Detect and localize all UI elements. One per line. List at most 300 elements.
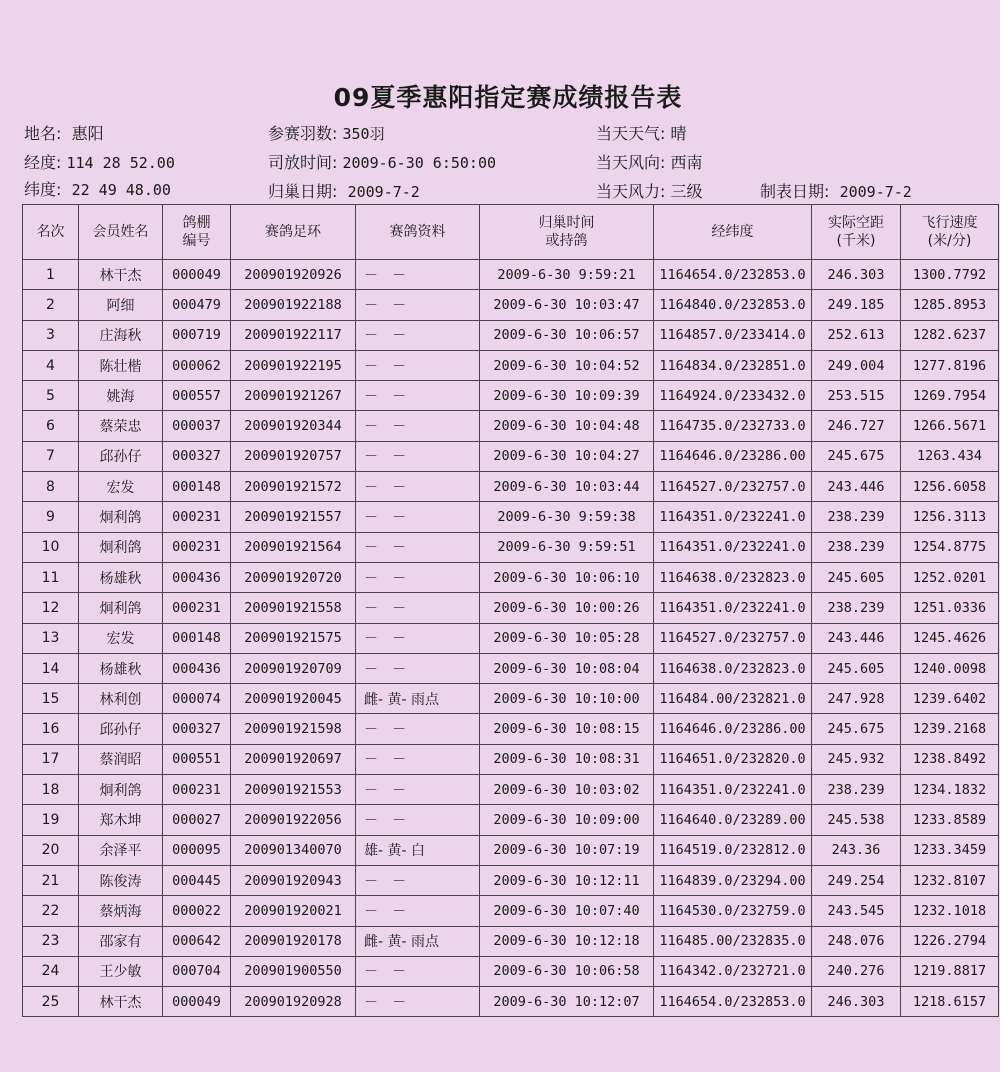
member-name-cell: 邱孙仔 — [79, 441, 163, 471]
loft-id-cell: 000074 — [163, 684, 231, 714]
rank-cell: 2 — [23, 290, 79, 320]
return-time-cell: 2009-6-30 10:03:44 — [480, 472, 654, 502]
speed-cell: 1254.8775 — [901, 532, 999, 562]
distance-cell: 252.613 — [812, 320, 901, 350]
loft-id-cell: 000148 — [163, 623, 231, 653]
rank-cell: 7 — [23, 441, 79, 471]
member-name-cell: 林干杰 — [79, 260, 163, 290]
ring-number-cell: 200901921564 — [231, 532, 356, 562]
ring-number-cell: 200901920720 — [231, 562, 356, 592]
loft-id-cell: 000231 — [163, 502, 231, 532]
ring-number-cell: 200901900550 — [231, 956, 356, 986]
ring-number-cell: 200901920344 — [231, 411, 356, 441]
loft-id-cell: 000231 — [163, 775, 231, 805]
rank-cell: 16 — [23, 714, 79, 744]
ring-number-cell: 200901921557 — [231, 502, 356, 532]
ring-number-cell: 200901920926 — [231, 260, 356, 290]
wind-direction-info — [596, 150, 703, 173]
pigeon-info-cell: － － — [356, 411, 480, 441]
rank-cell: 18 — [23, 775, 79, 805]
rank-cell: 24 — [23, 956, 79, 986]
header-coords: 经纬度 — [654, 205, 812, 260]
return-time-cell: 2009-6-30 10:07:19 — [480, 835, 654, 865]
rank-cell: 5 — [23, 381, 79, 411]
return-time-cell: 2009-6-30 10:09:00 — [480, 805, 654, 835]
member-name-cell: 蔡荣忠 — [79, 411, 163, 441]
rank-cell: 11 — [23, 562, 79, 592]
member-name-cell: 杨雄秋 — [79, 562, 163, 592]
member-name-cell: 炯利鸽 — [79, 532, 163, 562]
pigeon-info-cell: 雄- 黄- 白 — [356, 835, 480, 865]
return-time-cell: 2009-6-30 10:05:28 — [480, 623, 654, 653]
table-row — [23, 350, 999, 380]
coordinates-cell: 1164924.0/233432.0 — [654, 381, 812, 411]
coordinates-cell: 1164654.0/232853.0 — [654, 260, 812, 290]
return-time-cell: 2009-6-30 9:59:38 — [480, 502, 654, 532]
header-distance-line1: 实际空距 — [828, 215, 884, 231]
header-speed-line1: 飞行速度 — [921, 215, 978, 231]
loft-id-cell: 000148 — [163, 472, 231, 502]
header-speed-line2: (米/分) — [927, 233, 972, 249]
table-row — [23, 987, 999, 1017]
distance-cell: 245.605 — [812, 562, 901, 592]
distance-cell: 248.076 — [812, 926, 901, 956]
distance-cell: 249.254 — [812, 865, 901, 895]
place-value: 惠阳 — [71, 124, 104, 143]
loft-id-cell: 000049 — [163, 987, 231, 1017]
coordinates-cell: 1164527.0/232757.0 — [654, 623, 812, 653]
rank-cell: 20 — [23, 835, 79, 865]
coordinates-cell: 1164351.0/232241.0 — [654, 532, 812, 562]
rank-cell: 23 — [23, 926, 79, 956]
loft-id-cell: 000095 — [163, 835, 231, 865]
header-time — [480, 205, 654, 260]
member-name-cell: 陈俊涛 — [79, 865, 163, 895]
speed-cell: 1266.5671 — [901, 411, 999, 441]
count-label: 参赛羽数: — [268, 124, 338, 143]
loft-id-cell: 000642 — [163, 926, 231, 956]
member-name-cell: 宏发 — [79, 623, 163, 653]
table-row — [23, 623, 999, 653]
release-value: 2009-6-30 6:50:00 — [342, 154, 497, 172]
ring-number-cell: 200901920178 — [231, 926, 356, 956]
ring-number-cell: 200901340070 — [231, 835, 356, 865]
distance-cell: 238.239 — [812, 532, 901, 562]
distance-cell: 245.538 — [812, 805, 901, 835]
table-row — [23, 260, 999, 290]
rank-cell: 4 — [23, 350, 79, 380]
table-row — [23, 835, 999, 865]
coordinates-cell: 1164351.0/232241.0 — [654, 593, 812, 623]
pigeon-info-cell: － － — [356, 805, 480, 835]
coordinates-cell: 1164654.0/232853.0 — [654, 987, 812, 1017]
table-row — [23, 320, 999, 350]
coordinates-cell: 1164527.0/232757.0 — [654, 472, 812, 502]
return-time-cell: 2009-6-30 10:12:11 — [480, 865, 654, 895]
ring-number-cell: 200901921572 — [231, 472, 356, 502]
speed-cell: 1263.434 — [901, 441, 999, 471]
member-name-cell: 炯利鸽 — [79, 502, 163, 532]
loft-id-cell: 000049 — [163, 260, 231, 290]
member-name-cell: 邵家有 — [79, 926, 163, 956]
coordinates-cell: 1164646.0/23286.00 — [654, 441, 812, 471]
member-name-cell: 蔡润昭 — [79, 744, 163, 774]
speed-cell: 1239.6402 — [901, 684, 999, 714]
loft-id-cell: 000037 — [163, 411, 231, 441]
return-info — [268, 179, 420, 202]
latitude-label: 纬度: — [24, 180, 62, 199]
return-time-cell: 2009-6-30 10:09:39 — [480, 381, 654, 411]
place-label: 地名: — [24, 124, 62, 143]
rank-cell: 25 — [23, 987, 79, 1017]
header-rank: 名次 — [23, 205, 79, 260]
wind-force-info — [596, 179, 703, 202]
pigeon-info-cell: 雌- 黄- 雨点 — [356, 684, 480, 714]
pigeon-info-cell: － － — [356, 472, 480, 502]
pigeon-info-cell: － － — [356, 593, 480, 623]
ring-number-cell: 200901921553 — [231, 775, 356, 805]
speed-cell: 1238.8492 — [901, 744, 999, 774]
distance-cell: 245.605 — [812, 653, 901, 683]
table-header-row — [23, 205, 999, 260]
coordinates-cell: 1164834.0/232851.0 — [654, 350, 812, 380]
pigeon-info-cell: － － — [356, 775, 480, 805]
coordinates-cell: 1164530.0/232759.0 — [654, 896, 812, 926]
member-name-cell: 陈壮楷 — [79, 350, 163, 380]
made-date-label: 制表日期: — [760, 182, 830, 201]
ring-number-cell: 200901920928 — [231, 987, 356, 1017]
coordinates-cell: 1164640.0/23289.00 — [654, 805, 812, 835]
table-row — [23, 472, 999, 502]
return-time-cell: 2009-6-30 10:03:47 — [480, 290, 654, 320]
distance-cell: 246.303 — [812, 260, 901, 290]
ring-number-cell: 200901922188 — [231, 290, 356, 320]
rank-cell: 12 — [23, 593, 79, 623]
pigeon-info-cell: － － — [356, 956, 480, 986]
speed-cell: 1285.8953 — [901, 290, 999, 320]
member-name-cell: 郑木坤 — [79, 805, 163, 835]
report-title: 09夏季惠阳指定赛成绩报告表 — [333, 83, 683, 112]
speed-cell: 1219.8817 — [901, 956, 999, 986]
header-ring: 赛鸽足环 — [231, 205, 356, 260]
return-time-cell: 2009-6-30 10:06:58 — [480, 956, 654, 986]
distance-cell: 247.928 — [812, 684, 901, 714]
distance-cell: 240.276 — [812, 956, 901, 986]
pigeon-info-cell: － － — [356, 290, 480, 320]
longitude-info — [24, 150, 175, 173]
rank-cell: 1 — [23, 260, 79, 290]
loft-id-cell: 000327 — [163, 714, 231, 744]
table-row — [23, 805, 999, 835]
table-row — [23, 562, 999, 592]
distance-cell: 245.932 — [812, 744, 901, 774]
wind-direction-label: 当天风向: — [596, 153, 666, 172]
loft-id-cell: 000704 — [163, 956, 231, 986]
rank-cell: 13 — [23, 623, 79, 653]
release-label: 司放时间: — [268, 153, 338, 172]
wind-force-value: 三级 — [670, 182, 703, 201]
header-distance-line2: (千米) — [836, 233, 876, 249]
return-time-cell: 2009-6-30 10:07:40 — [480, 896, 654, 926]
distance-cell: 246.727 — [812, 411, 901, 441]
rank-cell: 15 — [23, 684, 79, 714]
distance-cell: 238.239 — [812, 775, 901, 805]
rank-cell: 8 — [23, 472, 79, 502]
table-row — [23, 714, 999, 744]
coordinates-cell: 1164646.0/23286.00 — [654, 714, 812, 744]
member-name-cell: 林利创 — [79, 684, 163, 714]
coordinates-cell: 116485.00/232835.0 — [654, 926, 812, 956]
speed-cell: 1240.0098 — [901, 653, 999, 683]
table-row — [23, 744, 999, 774]
return-time-cell: 2009-6-30 10:10:00 — [480, 684, 654, 714]
count-info — [268, 121, 385, 144]
pigeon-info-cell: － － — [356, 896, 480, 926]
speed-cell: 1232.8107 — [901, 865, 999, 895]
ring-number-cell: 200901920757 — [231, 441, 356, 471]
rank-cell: 19 — [23, 805, 79, 835]
pigeon-info-cell: － － — [356, 502, 480, 532]
table-row — [23, 290, 999, 320]
header-loft-line1: 鸽棚 — [182, 215, 211, 231]
return-time-cell: 2009-6-30 10:08:04 — [480, 653, 654, 683]
member-name-cell: 王少敏 — [79, 956, 163, 986]
loft-id-cell: 000445 — [163, 865, 231, 895]
header-loft — [163, 205, 231, 260]
speed-cell: 1252.0201 — [901, 562, 999, 592]
header-time-line2: 或持鸽 — [545, 233, 588, 249]
ring-number-cell: 200901922056 — [231, 805, 356, 835]
rank-cell: 14 — [23, 653, 79, 683]
coordinates-cell: 1164351.0/232241.0 — [654, 775, 812, 805]
return-time-cell: 2009-6-30 10:04:48 — [480, 411, 654, 441]
return-time-cell: 2009-6-30 10:00:26 — [480, 593, 654, 623]
rank-cell: 22 — [23, 896, 79, 926]
speed-cell: 1251.0336 — [901, 593, 999, 623]
coordinates-cell: 1164519.0/232812.0 — [654, 835, 812, 865]
speed-cell: 1218.6157 — [901, 987, 999, 1017]
table-row — [23, 684, 999, 714]
header-distance — [812, 205, 901, 260]
member-name-cell: 阿细 — [79, 290, 163, 320]
speed-cell: 1300.7792 — [901, 260, 999, 290]
speed-cell: 1269.7954 — [901, 381, 999, 411]
return-value: 2009-7-2 — [347, 183, 420, 201]
loft-id-cell: 000551 — [163, 744, 231, 774]
pigeon-info-cell: 雌- 黄- 雨点 — [356, 926, 480, 956]
coordinates-cell: 1164351.0/232241.0 — [654, 502, 812, 532]
count-value: 350羽 — [342, 125, 385, 143]
table-row — [23, 896, 999, 926]
loft-id-cell: 000231 — [163, 532, 231, 562]
header-speed — [901, 205, 999, 260]
speed-cell: 1233.3459 — [901, 835, 999, 865]
release-info — [268, 150, 496, 173]
rank-cell: 6 — [23, 411, 79, 441]
latitude-info — [24, 177, 171, 200]
member-name-cell: 邱孙仔 — [79, 714, 163, 744]
pigeon-info-cell: － － — [356, 987, 480, 1017]
member-name-cell: 宏发 — [79, 472, 163, 502]
pigeon-info-cell: － － — [356, 532, 480, 562]
distance-cell: 245.675 — [812, 441, 901, 471]
header-time-line1: 归巢时间 — [538, 215, 595, 231]
coordinates-cell: 1164342.0/232721.0 — [654, 956, 812, 986]
ring-number-cell: 200901922195 — [231, 350, 356, 380]
weather-value: 晴 — [670, 124, 687, 143]
rank-cell: 17 — [23, 744, 79, 774]
table-row — [23, 653, 999, 683]
distance-cell: 246.303 — [812, 987, 901, 1017]
weather-info — [596, 121, 687, 144]
distance-cell: 243.446 — [812, 472, 901, 502]
member-name-cell: 杨雄秋 — [79, 653, 163, 683]
speed-cell: 1256.3113 — [901, 502, 999, 532]
distance-cell: 238.239 — [812, 502, 901, 532]
table-row — [23, 593, 999, 623]
ring-number-cell: 200901920045 — [231, 684, 356, 714]
wind-direction-value: 西南 — [670, 153, 703, 172]
made-date-value: 2009-7-2 — [839, 183, 912, 201]
member-name-cell: 姚海 — [79, 381, 163, 411]
longitude-value: 114 28 52.00 — [66, 154, 175, 172]
pigeon-info-cell: － － — [356, 865, 480, 895]
return-time-cell: 2009-6-30 10:12:18 — [480, 926, 654, 956]
pigeon-info-cell: － － — [356, 623, 480, 653]
member-name-cell: 炯利鸽 — [79, 593, 163, 623]
loft-id-cell: 000557 — [163, 381, 231, 411]
return-time-cell: 2009-6-30 9:59:21 — [480, 260, 654, 290]
table-row — [23, 381, 999, 411]
member-name-cell: 炯利鸽 — [79, 775, 163, 805]
loft-id-cell: 000436 — [163, 562, 231, 592]
pigeon-info-cell: － － — [356, 714, 480, 744]
coordinates-cell: 1164638.0/232823.0 — [654, 653, 812, 683]
ring-number-cell: 200901921598 — [231, 714, 356, 744]
longitude-label: 经度: — [24, 153, 62, 172]
ring-number-cell: 200901921267 — [231, 381, 356, 411]
table-row — [23, 775, 999, 805]
speed-cell: 1226.2794 — [901, 926, 999, 956]
rank-cell: 3 — [23, 320, 79, 350]
table-row — [23, 865, 999, 895]
distance-cell: 243.446 — [812, 623, 901, 653]
return-time-cell: 2009-6-30 10:08:31 — [480, 744, 654, 774]
distance-cell: 249.004 — [812, 350, 901, 380]
loft-id-cell: 000719 — [163, 320, 231, 350]
ring-number-cell: 200901921575 — [231, 623, 356, 653]
member-name-cell: 庄海秋 — [79, 320, 163, 350]
speed-cell: 1234.1832 — [901, 775, 999, 805]
weather-label: 当天天气: — [596, 124, 666, 143]
pigeon-info-cell: － － — [356, 260, 480, 290]
return-time-cell: 2009-6-30 10:03:02 — [480, 775, 654, 805]
table-row — [23, 411, 999, 441]
distance-cell: 243.545 — [812, 896, 901, 926]
distance-cell: 249.185 — [812, 290, 901, 320]
speed-cell: 1277.8196 — [901, 350, 999, 380]
return-time-cell: 2009-6-30 10:12:07 — [480, 987, 654, 1017]
table-row — [23, 532, 999, 562]
ring-number-cell: 200901921558 — [231, 593, 356, 623]
coordinates-cell: 1164839.0/23294.00 — [654, 865, 812, 895]
loft-id-cell: 000436 — [163, 653, 231, 683]
distance-cell: 253.515 — [812, 381, 901, 411]
pigeon-info-cell: － － — [356, 441, 480, 471]
member-name-cell: 林干杰 — [79, 987, 163, 1017]
pigeon-info-cell: － － — [356, 381, 480, 411]
return-label: 归巢日期: — [268, 182, 338, 201]
loft-id-cell: 000022 — [163, 896, 231, 926]
coordinates-cell: 1164857.0/233414.0 — [654, 320, 812, 350]
results-table — [22, 204, 999, 1017]
coordinates-cell: 1164638.0/232823.0 — [654, 562, 812, 592]
rank-cell: 10 — [23, 532, 79, 562]
return-time-cell: 2009-6-30 10:08:15 — [480, 714, 654, 744]
pigeon-info-cell: － － — [356, 562, 480, 592]
coordinates-cell: 1164840.0/232853.0 — [654, 290, 812, 320]
distance-cell: 243.36 — [812, 835, 901, 865]
table-row — [23, 502, 999, 532]
coordinates-cell: 1164735.0/232733.0 — [654, 411, 812, 441]
speed-cell: 1233.8589 — [901, 805, 999, 835]
pigeon-info-cell: － － — [356, 744, 480, 774]
speed-cell: 1245.4626 — [901, 623, 999, 653]
ring-number-cell: 200901920697 — [231, 744, 356, 774]
latitude-value: 22 49 48.00 — [71, 181, 171, 199]
distance-cell: 245.675 — [812, 714, 901, 744]
made-date-info — [760, 179, 912, 202]
loft-id-cell: 000479 — [163, 290, 231, 320]
ring-number-cell: 200901920021 — [231, 896, 356, 926]
ring-number-cell: 200901920709 — [231, 653, 356, 683]
pigeon-info-cell: － － — [356, 320, 480, 350]
speed-cell: 1256.6058 — [901, 472, 999, 502]
member-name-cell: 余泽平 — [79, 835, 163, 865]
loft-id-cell: 000062 — [163, 350, 231, 380]
wind-force-label: 当天风力: — [596, 182, 666, 201]
header-name: 会员姓名 — [79, 205, 163, 260]
pigeon-info-cell: － － — [356, 350, 480, 380]
place-info — [24, 121, 104, 144]
loft-id-cell: 000327 — [163, 441, 231, 471]
table-row — [23, 956, 999, 986]
pigeon-info-cell: － － — [356, 653, 480, 683]
rank-cell: 9 — [23, 502, 79, 532]
speed-cell: 1232.1018 — [901, 896, 999, 926]
coordinates-cell: 116484.00/232821.0 — [654, 684, 812, 714]
return-time-cell: 2009-6-30 10:06:10 — [480, 562, 654, 592]
loft-id-cell: 000231 — [163, 593, 231, 623]
coordinates-cell: 1164651.0/232820.0 — [654, 744, 812, 774]
return-time-cell: 2009-6-30 10:04:27 — [480, 441, 654, 471]
rank-cell: 21 — [23, 865, 79, 895]
member-name-cell: 蔡炳海 — [79, 896, 163, 926]
return-time-cell: 2009-6-30 10:06:57 — [480, 320, 654, 350]
return-time-cell: 2009-6-30 10:04:52 — [480, 350, 654, 380]
loft-id-cell: 000027 — [163, 805, 231, 835]
header-info: 赛鸽资料 — [356, 205, 480, 260]
table-row — [23, 926, 999, 956]
speed-cell: 1239.2168 — [901, 714, 999, 744]
speed-cell: 1282.6237 — [901, 320, 999, 350]
table-row — [23, 441, 999, 471]
header-loft-line2: 编号 — [182, 233, 211, 249]
distance-cell: 238.239 — [812, 593, 901, 623]
ring-number-cell: 200901922117 — [231, 320, 356, 350]
ring-number-cell: 200901920943 — [231, 865, 356, 895]
return-time-cell: 2009-6-30 9:59:51 — [480, 532, 654, 562]
